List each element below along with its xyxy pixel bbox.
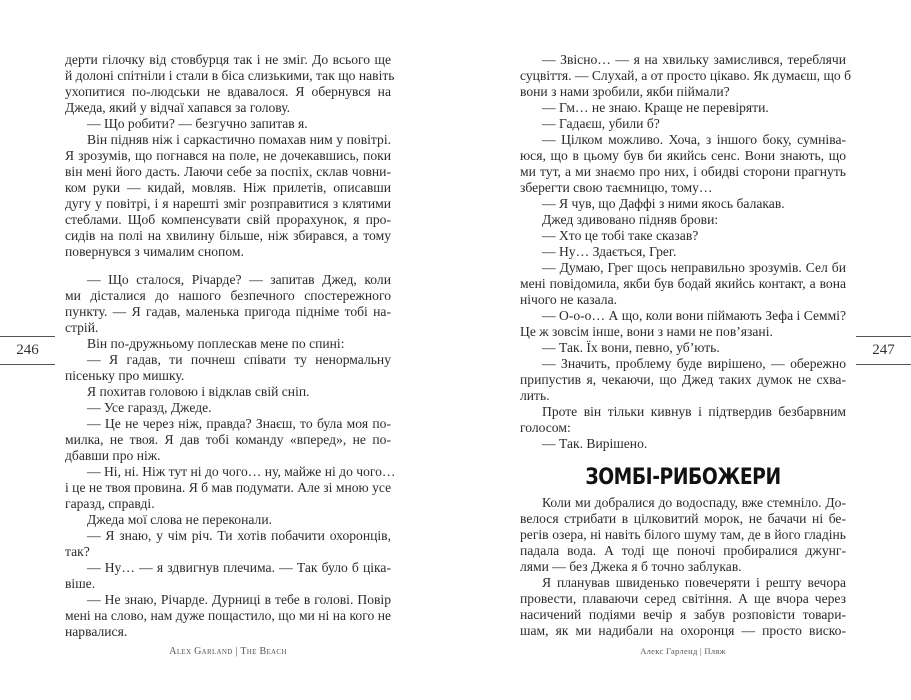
text-line: регів озера, ні навіть білого шуму там, де в його гладінь [520, 527, 846, 542]
text-line: шам, як ми надибали на охоронця — просто виско- [520, 623, 846, 638]
paragraph [65, 400, 391, 416]
paragraph [520, 244, 846, 260]
text-line: Я зрозумів, що погнався на поле, не дочекавшись, поки [65, 148, 391, 163]
text-line: — Значить, проблему буде вирішено, — обережно [542, 356, 846, 371]
text-line: суцвіття. — Слухай, а от просто цікаво. Як думаєш, що б [520, 68, 852, 83]
paragraph [520, 196, 846, 212]
text-line: повернувся з чималим снопом. [65, 244, 244, 259]
text-line: дерти гілочку від стовбурця так і не зміг. До всього ще [65, 52, 391, 67]
text-section [520, 495, 846, 639]
text-line: Я похитав головою і відклав свій сніп. [87, 384, 310, 399]
text-line: — Не знаю, Річарде. Дурниці в тебе в голові. Повір [87, 592, 391, 607]
text-line: стеблами. Щоб компенсувати свій прорахунок, я про- [65, 212, 391, 227]
paragraph [65, 116, 391, 132]
text-line: лями — без Джека я б точно заблукав. [520, 559, 742, 574]
text-line: — Цілком можливо. Хоча, з іншого боку, сумніва- [542, 132, 846, 147]
paragraph [520, 575, 846, 639]
text-line: голосом: [520, 420, 571, 435]
text-line: Це ж зовсім інше, вони з нами не пов’язані. [520, 324, 773, 339]
text-line: — Я знаю, у чім річ. Ти хотів побачити охоронців, [87, 528, 391, 543]
text-line: він мені його дасть. Лаючи себе за поспіх, склав човни- [65, 164, 391, 179]
text-line: Він підняв ніж і саркастично помахав ним у повітрі. [87, 132, 391, 147]
paragraph [520, 436, 846, 452]
text-line: — Ну… — я здвигнув плечима. — Так було б ціка- [87, 560, 391, 575]
text-line: — Ну… Здається, Грег. [542, 244, 677, 259]
text-line: ми дісталися до нашого безпечного спостережного [65, 288, 391, 303]
page-number: 247 [856, 336, 911, 365]
text-section [65, 272, 396, 640]
text-line: — Я гадав, ти почнеш співати ту ненормальну [87, 352, 391, 367]
chapter-title: ЗОМБІ-РИБОЖЕРИ [585, 465, 781, 490]
paragraph [520, 116, 846, 132]
text-line: нічого не казала. [520, 292, 617, 307]
paragraph [520, 495, 846, 575]
paragraph [65, 416, 391, 464]
text-line: пункту. — Я гадав, маленька пригода підніме тобі на- [65, 304, 391, 319]
text-section [520, 52, 852, 452]
text-line: — Так. Їх вони, певно, уб’ють. [542, 340, 720, 355]
paragraph [65, 464, 396, 512]
text-line: зберегти свою таємницю, тому… [520, 180, 713, 195]
paragraph [520, 308, 846, 340]
text-line: пісеньку про мишку. [65, 368, 185, 383]
text-line: падала вода. А тоді ще поночі пробиралися джунг- [520, 543, 846, 558]
text-line: нарвалися. [65, 624, 128, 639]
paragraph [65, 352, 391, 384]
paragraph [520, 132, 846, 196]
text-line: ком руки — кидай, мовляв. Ніж прилетів, описавши [65, 180, 391, 195]
text-line: насичений подіями вечір я забув розповісти товари- [520, 607, 846, 622]
text-line: велося стрибати в цілковитий морок, не бачачи ні бе- [520, 511, 846, 526]
text-line: припустив я, чекаючи, що Джед таких думок не схва- [520, 372, 846, 387]
text-line: Коли ми добралися до водоспаду, вже стемніло. До- [542, 495, 846, 510]
text-line: ми тут, а ми знаємо про них, і обидві сторони прагнуть [520, 164, 846, 179]
text-line: Він по-дружньому поплескав мене по спині: [87, 336, 345, 351]
paragraph [65, 336, 391, 352]
text-line: гаразд, справді. [65, 496, 155, 511]
paragraph [520, 260, 846, 308]
running-footer: Alex Garland | The Beach [169, 646, 287, 657]
paragraph [520, 340, 846, 356]
text-line: Джеда, який у відчаї хапався за голову. [65, 100, 291, 115]
text-line: — Я чув, що Даффі з ними якось балакав. [542, 196, 785, 211]
text-line: — О-о-о… А що, коли вони піймають Зефа і Семмі? [542, 308, 846, 323]
text-line: — Так. Вирішено. [542, 436, 648, 451]
paragraph [65, 512, 391, 528]
text-line: лить. [520, 388, 550, 403]
text-line: — Хто це тобі таке сказав? [542, 228, 699, 243]
text-line: й долоні спітніли і стали в біса слизькими, так що навіть [65, 68, 395, 83]
text-line: Я планував швиденько повечеряти і решту вечора [542, 575, 846, 590]
text-line: — Гадаєш, убили б? [542, 116, 660, 131]
text-line: і це не твоя провина. Я б мав подумати. Але зі мною усе [65, 480, 392, 495]
paragraph [520, 100, 846, 116]
text-line: мені повідомила, якби був бодай якийсь контакт, а вона [520, 276, 846, 291]
paragraph [520, 404, 846, 436]
text-line: — Звісно… — я на хвильку замислився, тереблячи [542, 52, 846, 67]
text-line: віше. [65, 576, 96, 591]
paragraph [65, 528, 391, 560]
text-line: — Усе гаразд, Джеде. [87, 400, 212, 415]
right-page [455, 0, 911, 700]
text-line: — Ні, ні. Ніж тут ні до чого… ну, майже ні до чого… [87, 464, 396, 479]
text-line: стрій. [65, 320, 99, 335]
text-line: Проте він тільки кивнув і підтвердив безбарвним [542, 404, 846, 419]
paragraph [520, 52, 852, 100]
text-line: мені на слово, нам дуже пощастило, що ми ні на кого не [65, 608, 391, 623]
text-line: так? [65, 544, 90, 559]
paragraph [65, 592, 391, 640]
text-line: юся, що в цьому був би якийсь сенс. Вони знають, що [520, 148, 846, 163]
text-section [65, 52, 395, 260]
text-line: вони з нами зробили, якби піймали? [520, 84, 730, 99]
paragraph [65, 560, 391, 592]
left-page [0, 0, 455, 700]
paragraph [520, 212, 846, 228]
page-number: 246 [0, 336, 55, 365]
paragraph [65, 272, 391, 336]
paragraph [520, 228, 846, 244]
text-line: — Це не через ніж, правда? Знаєш, то була моя по- [87, 416, 391, 431]
paragraph [65, 132, 391, 260]
text-line: дбавши про ніж. [65, 448, 161, 463]
running-footer: Алекс Гарленд | Пляж [640, 646, 726, 656]
text-line: Джеда мої слова не переконали. [87, 512, 272, 527]
text-line: дугу у повітрі, і я нарешті зміг розправитися з клятими [65, 196, 391, 211]
text-line: сидів на полі на хвилину більше, ніж збирався, а тому [65, 228, 391, 243]
text-line: — Що робити? — безгучно запитав я. [87, 116, 308, 131]
paragraph [65, 384, 391, 400]
text-line: — Що сталося, Річарде? — запитав Джед, коли [87, 272, 391, 287]
text-line: ухопитися по-людськи не вдавалося. Я обернувся на [65, 84, 391, 99]
text-line: милка, не твоя. Я дав тобі команду «вперед», не по- [65, 432, 391, 447]
text-line: Джед здивовано підняв брови: [542, 212, 719, 227]
paragraph [520, 356, 846, 404]
paragraph [65, 52, 395, 116]
text-line: — Думаю, Грег щось неправильно зрозумів. Сел би [542, 260, 846, 275]
text-line: — Гм… не знаю. Краще не перевіряти. [542, 100, 769, 115]
text-line: провести, плаваючи серед світіння. А ще вчора через [520, 591, 846, 606]
